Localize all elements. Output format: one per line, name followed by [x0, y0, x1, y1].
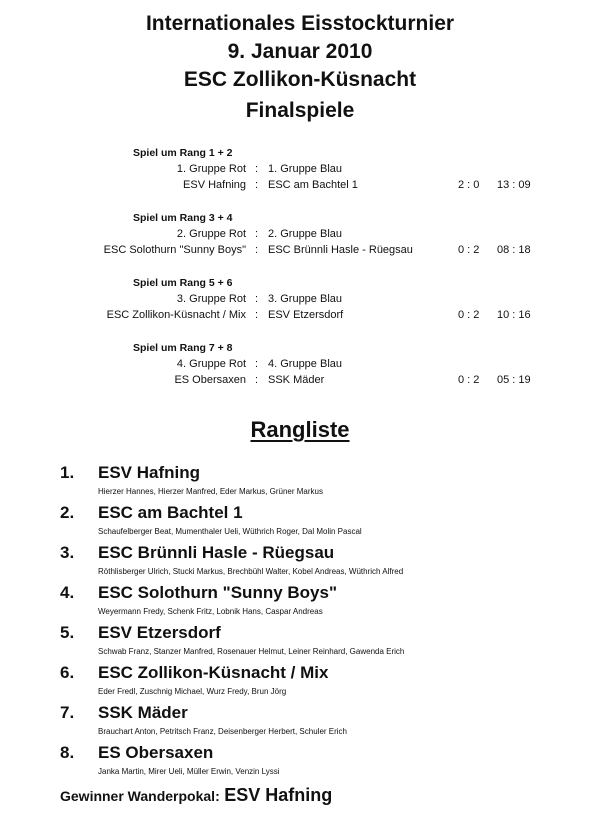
result-separator: : — [255, 244, 259, 256]
team-name: ESC am Bachtel 1 — [98, 503, 243, 522]
team-right: ESV Etzersdorf — [268, 309, 344, 321]
pairing-left: 1. Gruppe Rot — [176, 163, 246, 175]
pairing-right: 4. Gruppe Blau — [268, 358, 342, 370]
match-result-row — [0, 309, 600, 323]
ranking-title-text: Rangliste — [250, 417, 350, 442]
player-list: Eder Fredl, Zuschnig Michael, Wurz Fredy, Brun Jörg — [98, 687, 287, 696]
pairing-left: 3. Gruppe Rot — [176, 293, 246, 305]
match-points: 10 : 16 — [497, 309, 531, 321]
section-title-finals: Finalspiele — [245, 99, 355, 122]
pairing-separator: : — [255, 293, 259, 305]
player-list: Schwab Franz, Stanzer Manfred, Rosenauer Helmut, Leiner Reinhard, Gawenda Erich — [98, 647, 405, 656]
match-pairing-row — [0, 228, 600, 242]
team-name: ESC Brünnli Hasle - Rüegsau — [98, 543, 335, 562]
ranking-title — [0, 417, 600, 443]
player-list: Janka Martin, Mirer Ueli, Müller Erwin, Venzin Lyssi — [98, 767, 280, 776]
team-name: ESV Hafning — [98, 463, 201, 482]
match-heading: Spiel um Rang 1 + 2 — [133, 147, 233, 159]
pairing-separator: : — [255, 163, 259, 175]
team-left: ESV Hafning — [183, 179, 246, 191]
match-score: 0 : 2 — [458, 309, 480, 321]
match-points: 08 : 18 — [497, 244, 531, 256]
match-score: 2 : 0 — [458, 179, 480, 191]
team-name: ESC Solothurn "Sunny Boys" — [98, 583, 338, 602]
match-pairing-row — [0, 293, 600, 307]
match-score: 0 : 2 — [458, 374, 480, 386]
match-result-row — [0, 179, 600, 193]
player-list: Hierzer Hannes, Hierzer Manfred, Eder Markus, Grüner Markus — [98, 487, 323, 496]
team-right: ESC am Bachtel 1 — [268, 179, 358, 191]
pairing-separator: : — [255, 228, 259, 240]
document-title: Internationales Eisstockturnier — [145, 12, 455, 35]
team-name: SSK Mäder — [98, 703, 188, 722]
rank-number: 8. — [60, 743, 75, 762]
match-heading: Spiel um Rang 5 + 6 — [133, 277, 233, 289]
result-separator: : — [255, 309, 259, 321]
player-list: Röthlisberger Ulrich, Stucki Markus, Brechbühl Walter, Kobel Andreas, Wüthrich Alfred — [98, 567, 404, 576]
winner-label: Gewinner Wanderpokal: — [60, 788, 220, 804]
team-left: ES Obersaxen — [174, 374, 246, 386]
player-list: Weyermann Fredy, Schenk Fritz, Lobnik Hans, Caspar Andreas — [98, 607, 323, 616]
rank-number: 5. — [60, 623, 75, 642]
team-name: ESC Zollikon-Küsnacht / Mix — [98, 663, 329, 682]
pairing-right: 1. Gruppe Blau — [268, 163, 342, 175]
rank-number: 3. — [60, 543, 75, 562]
match-pairing-row — [0, 358, 600, 372]
team-name: ESV Etzersdorf — [98, 623, 221, 642]
pairing-left: 4. Gruppe Rot — [176, 358, 246, 370]
match-result-row — [0, 374, 600, 388]
team-right: ESC Brünnli Hasle - Rüegsau — [268, 244, 413, 256]
result-separator: : — [255, 374, 259, 386]
trophy-winner-line — [60, 785, 332, 806]
rank-number: 1. — [60, 463, 75, 482]
team-name: ES Obersaxen — [98, 743, 214, 762]
match-result-row — [0, 244, 600, 258]
pairing-right: 3. Gruppe Blau — [268, 293, 342, 305]
host-club: ESC Zollikon-Küsnacht — [183, 68, 417, 91]
rank-number: 6. — [60, 663, 75, 682]
pairing-right: 2. Gruppe Blau — [268, 228, 342, 240]
match-points: 05 : 19 — [497, 374, 531, 386]
match-pairing-row — [0, 163, 600, 177]
player-list: Schaufelberger Beat, Mumenthaler Ueli, Wüthrich Roger, Dal Molin Pascal — [98, 527, 362, 536]
team-right: SSK Mäder — [268, 374, 325, 386]
player-list: Brauchart Anton, Petritsch Franz, Deisenberger Herbert, Schuler Erich — [98, 727, 347, 736]
rank-number: 4. — [60, 583, 75, 602]
winner-team: ESV Hafning — [224, 785, 333, 805]
rank-number: 2. — [60, 503, 75, 522]
result-separator: : — [255, 179, 259, 191]
match-score: 0 : 2 — [458, 244, 480, 256]
pairing-separator: : — [255, 358, 259, 370]
event-date: 9. Januar 2010 — [227, 40, 373, 63]
team-left: ESC Zollikon-Küsnacht / Mix — [106, 309, 246, 321]
pairing-left: 2. Gruppe Rot — [176, 228, 246, 240]
match-heading: Spiel um Rang 3 + 4 — [133, 212, 233, 224]
team-left: ESC Solothurn "Sunny Boys" — [103, 244, 246, 256]
match-heading: Spiel um Rang 7 + 8 — [133, 342, 233, 354]
match-points: 13 : 09 — [497, 179, 531, 191]
rank-number: 7. — [60, 703, 75, 722]
